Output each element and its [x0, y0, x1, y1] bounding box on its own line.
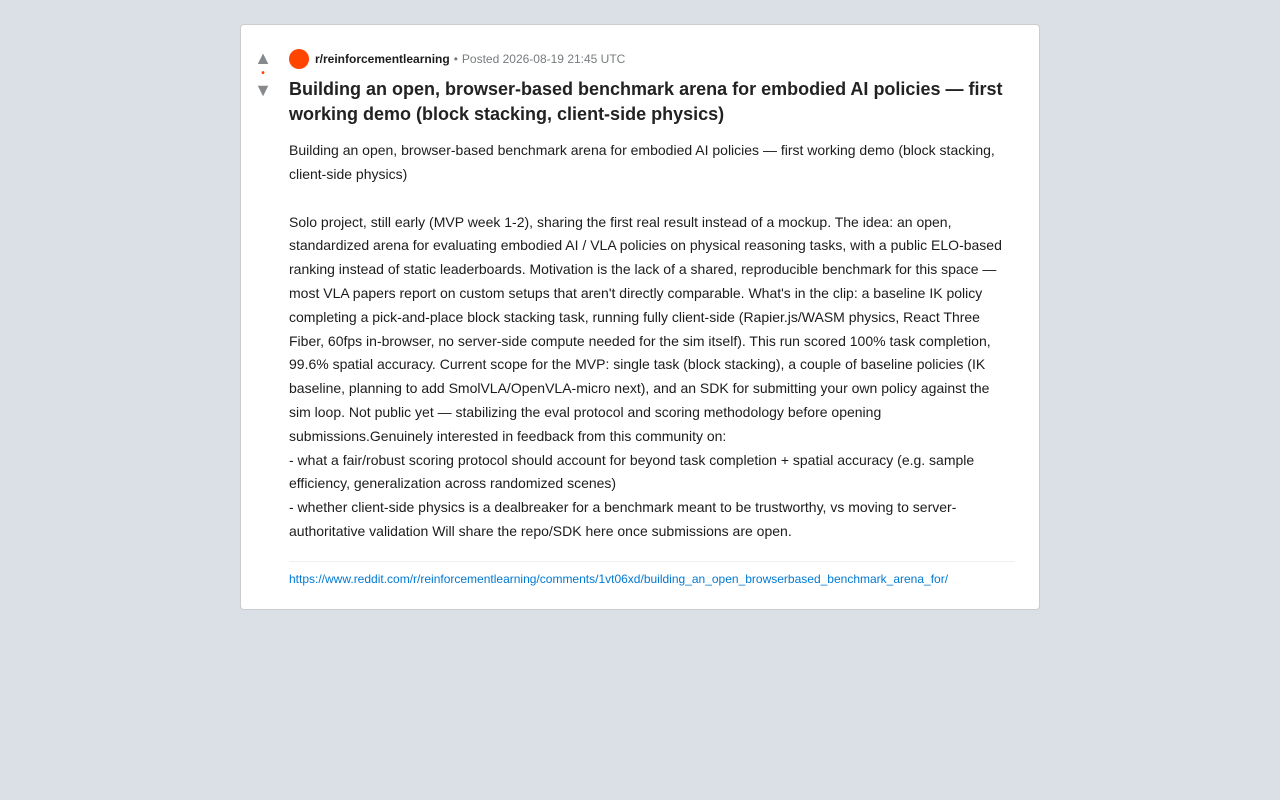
subreddit-name[interactable]: r/reinforcementlearning: [315, 52, 450, 66]
post-meta: [289, 49, 1015, 69]
body-bullet-1: - what a fair/robust scoring protocol should account for beyond task completion + spatial accuracy (e.g. sample efficiency, generalization across randomized scenes): [289, 451, 975, 492]
paragraph-gap: [289, 187, 1015, 211]
downvote-icon[interactable]: ▼: [254, 80, 272, 100]
vote-score: •: [261, 68, 265, 79]
vote-column: [251, 49, 275, 99]
subreddit-icon[interactable]: [289, 49, 309, 69]
body-bullet-2: - whether client-side physics is a dealbreaker for a benchmark meant to be trustworthy, vs moving to server-authoritative validation Will share the repo/SDK here once submissions are open.: [289, 499, 957, 539]
upvote-icon[interactable]: ▲: [254, 48, 272, 68]
post-url-link[interactable]: https://www.reddit.com/r/reinforcementlearning/comments/1vt06xd/building_an_open_browserbased_benchmark_arena_for/: [289, 571, 949, 586]
post-content: [289, 49, 1015, 586]
divider: [289, 561, 1015, 562]
post-body: [289, 139, 1015, 544]
post-card: [240, 24, 1040, 610]
post-title[interactable]: Building an open, browser-based benchmark arena for embodied AI policies — first working demo (block stacking, client-side physics): [289, 79, 1003, 124]
meta-separator: •: [453, 52, 458, 66]
body-main: Solo project, still early (MVP week 1-2), sharing the first real result instead of a mockup. The idea: an open, standardized arena for evaluating embodied AI / VLA policies on physical reasoning tasks, with a public ELO-based ranking instead of static leaderboards. Motivation is the lack of a shared, reproducible benchmark for this space — most VLA papers report on custom setups that aren't directly comparable. What's in the clip: a baseline IK policy completing a pick-and-place block stacking task, running fully client-side (Rapier.js/WASM physics, React Three Fiber, 60fps in-browser, no server-side compute needed for the sim itself). This run scored 100% task completion, 99.6% spatial accuracy. Current scope for the MVP: single task (block stacking), a couple of baseline policies (IK baseline, planning to add SmolVLA/OpenVLA-micro next), and an SDK for submitting your own policy against the sim loop. Not public yet — stabilizing the eval protocol and scoring methodology before opening submissions.Genuinely interested in feedback from this community on:: [289, 213, 1002, 444]
body-intro: Building an open, browser-based benchmark arena for embodied AI policies — first working demo (block stacking, client-side physics): [289, 142, 995, 182]
posted-timestamp: Posted 2026-08-19 21:45 UTC: [461, 52, 626, 66]
